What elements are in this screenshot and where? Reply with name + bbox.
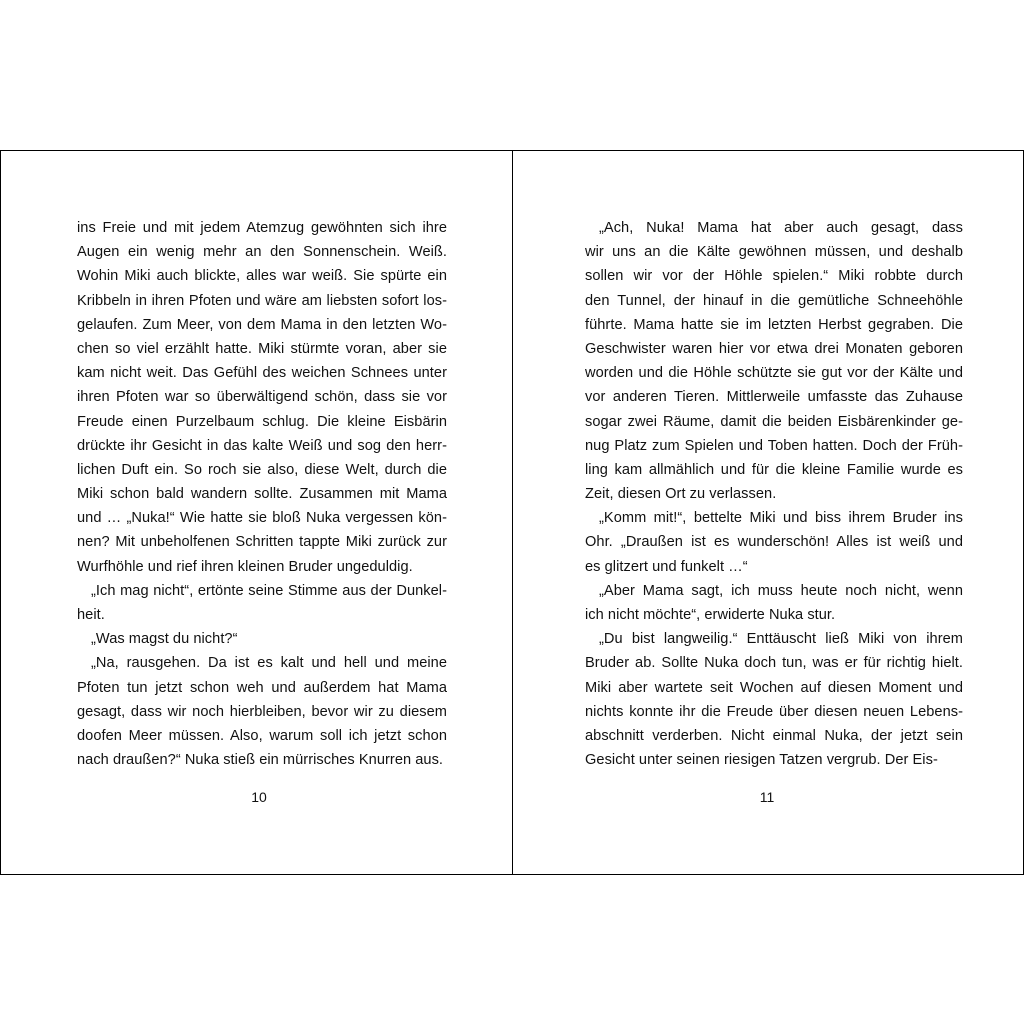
left-page: [1, 151, 512, 874]
text-line: Bruder ab. Sollte Nuka doch tun, was er für richtig hielt.: [585, 655, 963, 672]
text-line: ihren Pfoten war so überwältigend schön, dass sie vor: [77, 389, 447, 406]
text-line: chen so viel erzählt hatte. Miki stürmte voran, aber sie: [77, 340, 447, 357]
text-line: nach draußen?“ Nuka stieß ein mürrisches Knurren aus.: [77, 752, 444, 769]
text-line: sogar zwei Räume, damit die beiden Eisbärenkinder ge-: [585, 413, 963, 430]
text-line: gelaufen. Zum Meer, von dem Mama in den letzten Wo-: [77, 316, 447, 333]
text-line: Miki aber wartete seit Wochen auf diesen Moment und: [585, 679, 963, 696]
text-line: Augen ein wenig mehr an den Sonnenschein. Weiß.: [77, 244, 447, 261]
text-line: Kribbeln in ihren Pfoten und wäre am liebsten sofort los-: [77, 292, 447, 309]
right-page: [513, 151, 1024, 874]
text-line: „Ich mag nicht“, ertönte seine Stimme aus der Dunkel-: [91, 582, 447, 599]
text-line: vor anderen Tieren. Mittlerweile umfasste das Zuhause: [585, 389, 963, 406]
text-line: „Komm mit!“, bettelte Miki und biss ihrem Bruder ins: [599, 510, 963, 527]
book-spread: [0, 150, 1024, 875]
text-line: Geschwister waren hier vor etwa drei Monaten geboren: [585, 340, 963, 357]
text-line: Wurfhöhle und rief ihren kleinen Bruder ungeduldig.: [77, 558, 413, 575]
text-line: ins Freie und mit jedem Atemzug gewöhnten sich ihre: [77, 220, 447, 236]
text-line: kam nicht weit. Das Gefühl des weichen Schnees unter: [77, 365, 447, 382]
text-line: abschnitt verderben. Nicht einmal Nuka, der jetzt sein: [585, 727, 963, 744]
text-line: doofen Meer müssen. Also, warum soll ich jetzt schon: [77, 727, 447, 744]
text-line: nichts konnte ihr die Freude über diesen neuen Lebens-: [585, 703, 963, 720]
text-line: es glitzert und funkelt …“: [585, 558, 748, 575]
text-line: Freude einen Purzelbaum schlug. Die kleine Eisbärin: [77, 413, 447, 430]
text-line: Ohr. „Draußen ist es wunderschön! Alles ist weiß und: [585, 534, 963, 551]
text-line: „Du bist langweilig.“ Enttäuscht ließ Miki von ihrem: [599, 631, 963, 648]
text-line: gesagt, dass wir noch hierbleiben, bevor wir zu diesem: [77, 703, 447, 720]
text-line: sollen wir vor der Höhle spielen.“ Miki robbte durch: [585, 268, 963, 285]
left-page-number: 10: [251, 789, 267, 805]
text-line: „Ach, Nuka! Mama hat aber auch gesagt, dass: [599, 220, 963, 236]
text-line: Gesicht unter seinen riesigen Tatzen vergrub. Der Eis-: [585, 752, 938, 769]
text-line: Miki schon bald wandern sollte. Zusammen mit Mama: [77, 486, 447, 503]
text-line: „Na, rausgehen. Da ist es kalt und hell und meine: [91, 655, 447, 672]
text-line: „Aber Mama sagt, ich muss heute noch nicht, wenn: [599, 582, 963, 599]
text-line: wir uns an die Kälte gewöhnen müssen, und deshalb: [585, 244, 963, 261]
left-page-text: [77, 216, 447, 772]
text-line: ich nicht möchte“, erwiderte Nuka stur.: [585, 607, 836, 623]
text-line: und … „Nuka!“ Wie hatte sie bloß Nuka vergessen kön-: [77, 510, 447, 527]
text-line: heit.: [77, 607, 105, 623]
text-line: nug Platz zum Spielen und Toben hatten. Doch der Früh-: [585, 437, 963, 454]
right-page-text: [585, 216, 963, 772]
text-line: den Tunnel, der hinauf in die gemütliche Schneehöhle: [585, 292, 963, 309]
text-line: führte. Mama hatte sie im letzten Herbst gegraben. Die: [585, 316, 963, 333]
right-page-number: 11: [759, 789, 775, 805]
text-line: ling kam allmählich und für die kleine Familie wurde es: [585, 461, 963, 478]
text-line: Wohin Miki auch blickte, alles war weiß. Sie spürte ein: [77, 268, 447, 285]
text-line: worden und die Höhle schützte sie gut vor der Kälte und: [585, 365, 963, 382]
text-line: Pfoten tun jetzt schon weh und außerdem hat Mama: [77, 679, 447, 696]
text-line: „Was magst du nicht?“: [91, 631, 238, 648]
text-line: lichen Duft ein. So roch sie also, diese Welt, durch die: [77, 461, 447, 478]
text-line: Zeit, diesen Ort zu verlassen.: [585, 486, 777, 503]
text-line: nen? Mit unbeholfenen Schritten tappte Miki zurück zur: [77, 534, 447, 551]
text-line: drückte ihr Gesicht in das kalte Weiß und sog den herr-: [77, 437, 447, 454]
